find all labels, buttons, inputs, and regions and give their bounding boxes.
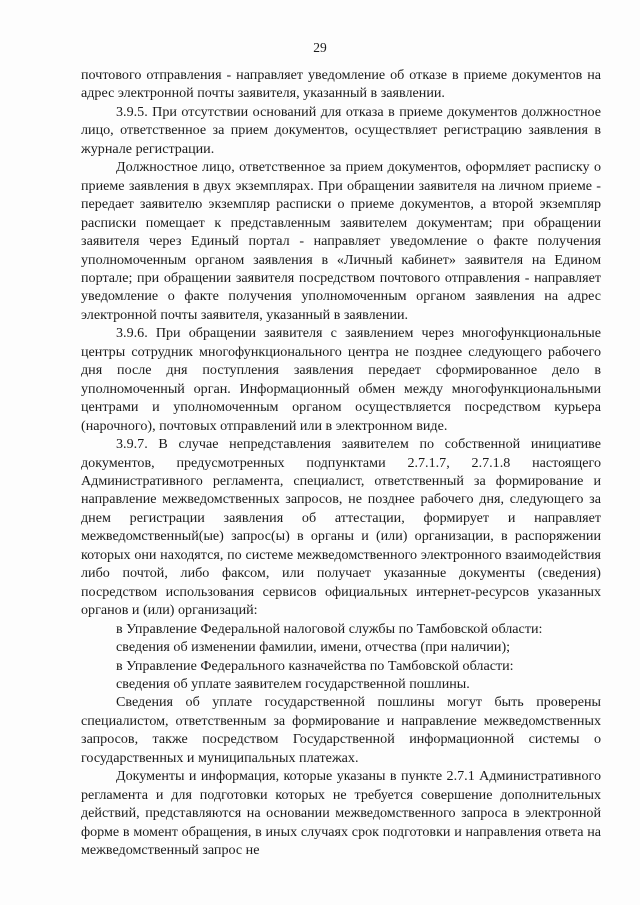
page-number: 29	[313, 40, 327, 55]
paragraph-receipt: Должностное лицо, ответственное за прием документов, оформляет расписку о приеме заявления в двух экземплярах. При обращении заявителя на личном приеме - передает заявителю экземпляр расписки о приеме документов, а второй экземпляр расписки помещает к представленным заявителем документам; при обращении заявителя через Единый портал - направляет уведомление о факте получения уполномоченным органом заявления в «Личный кабинет» заявителя на Едином портале; при обращении заявителя посредством почтового отправления - направляет уведомление о факте получения уполномоченным органом заявления на адрес электронной почты заявителя, указанный в заявлении.	[81, 159, 601, 323]
paragraph-3-9-5: 3.9.5. При отсутствии оснований для отказа в приеме документов должностное лицо, ответственное за прием документов, осуществляет регистрацию заявления в журнале регистрации.	[81, 103, 601, 157]
paragraph-fee-check: Сведения об уплате государственной пошлины могут быть проверены специалистом, ответственным за формирование и направление межведомственных запросов, также посредством Государственной информационной системы о государственных и муниципальных платежах.	[81, 694, 601, 766]
paragraph-continuation: почтового отправления - направляет уведомление об отказе в приеме документов на адрес электронной почты заявителя, указанный в заявлении.	[81, 67, 601, 102]
document-body	[81, 66, 601, 859]
list-item: в Управление Федерального казначейства по Тамбовской области:	[116, 657, 514, 674]
paragraph-documents-info: Документы и информация, которые указаны в пункте 2.7.1 Административного регламента и для подготовки которых не требуется совершение дополнительных действий, представляются на основании межведомственного запроса в электронной форме в момент обращения, в иных случаях срок подготовки и направления ответа на межведомственный запрос не	[81, 768, 601, 859]
paragraph-3-9-7: 3.9.7. В случае непредставления заявителем по собственной инициативе документов, предусмотренных подпунктами 2.7.1.7, 2.7.1.8 настоящего Административного регламента, специалист, ответственный за формирование и направление межведомственных запросов, не позднее рабочего дня, следующего за днем регистрации заявления об аттестации, формирует и направляет межведомственный(ые) запрос(ы) в органы и (или) организации, в распоряжении которых они находятся, по системе межведомственного электронного взаимодействия либо почтой, либо факсом, или получает указанные документы (сведения) посредством использования сервисов официальных интернет-ресурсов указанных органов и (или) организаций:	[81, 436, 601, 619]
list-item: сведения об изменении фамилии, имени, отчества (при наличии);	[116, 639, 511, 656]
list-item: в Управление Федеральной налоговой службы по Тамбовской области:	[116, 620, 543, 637]
paragraph-3-9-6: 3.9.6. При обращении заявителя с заявлением через многофункциональные центры сотрудник многофункционального центра не позднее следующего рабочего дня после дня поступления заявления передает сформированное дело в уполномоченный орган. Информационный обмен между многофункциональными центрами и уполномоченным органом осуществляется посредством курьера (нарочного), почтовых отправлений или в электронном виде.	[81, 325, 601, 434]
list-item: сведения об уплате заявителем государственной пошлины.	[116, 675, 470, 692]
